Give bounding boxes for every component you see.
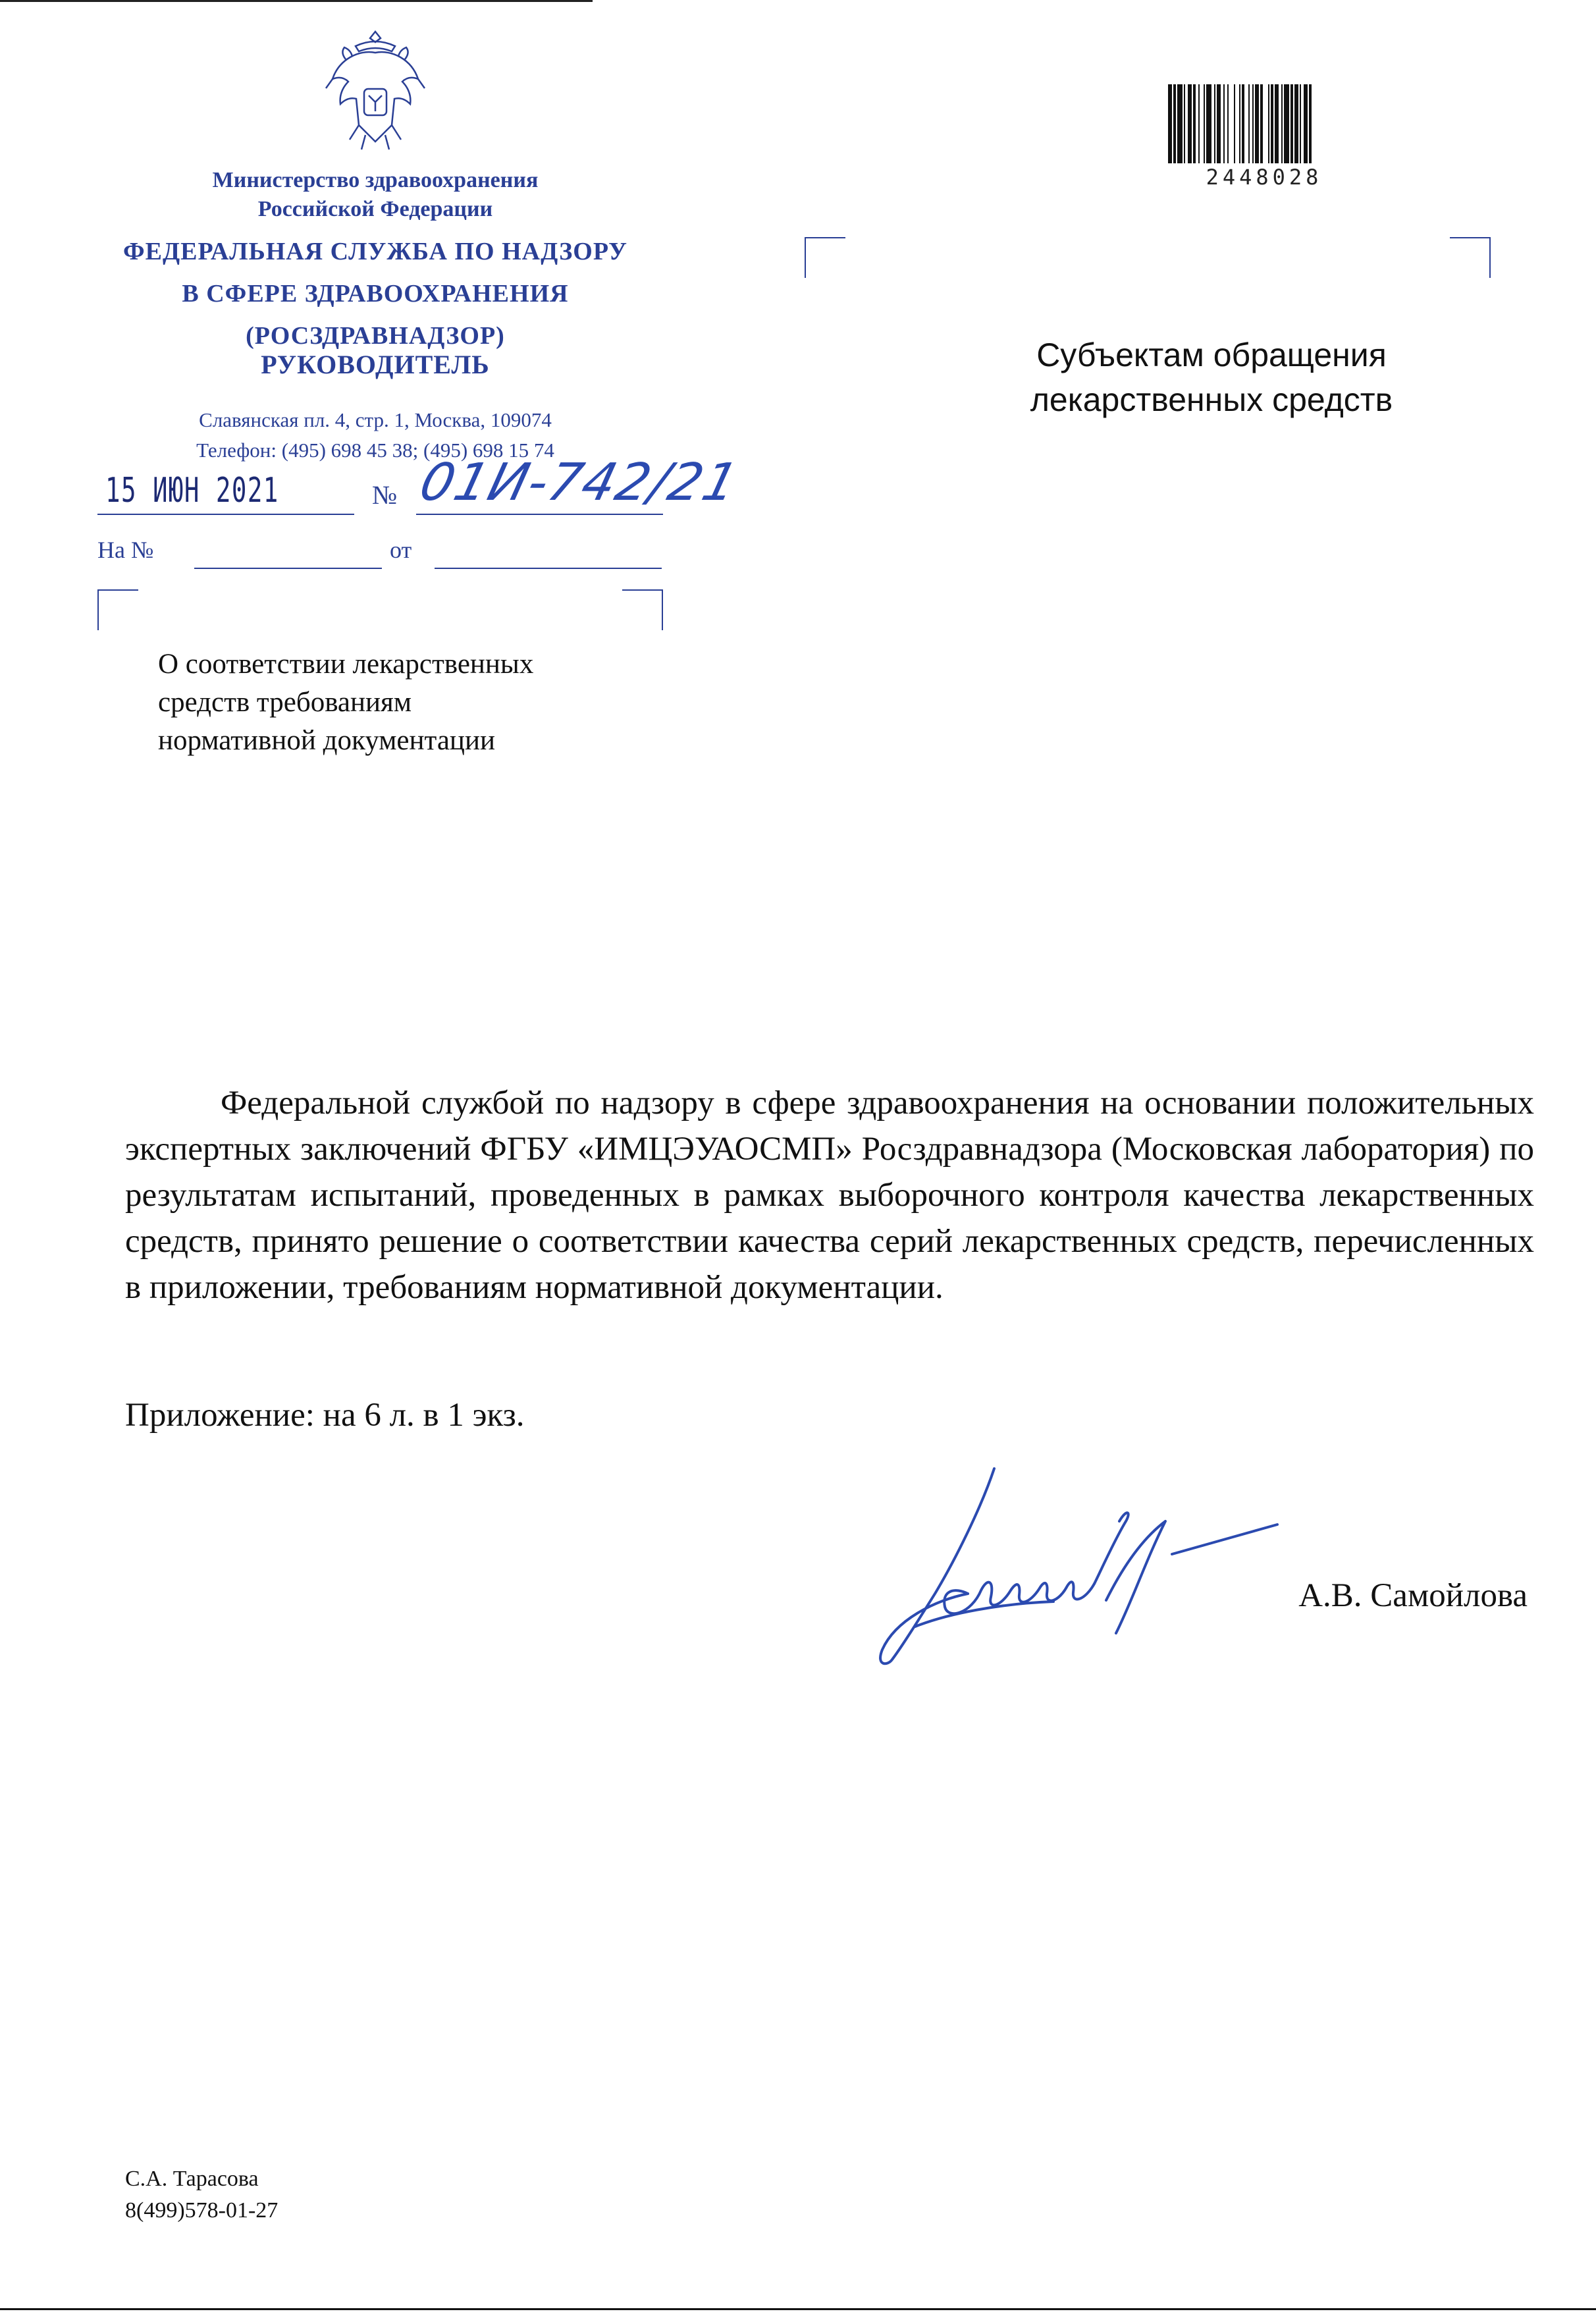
barcode-bar bbox=[1188, 84, 1192, 163]
recipient-corner-right bbox=[1450, 237, 1491, 278]
barcode-bar bbox=[1255, 84, 1259, 163]
reply-label: На № bbox=[97, 537, 154, 563]
scan-top-edge bbox=[0, 0, 593, 2]
barcode-bar bbox=[1309, 84, 1312, 163]
barcode-bar bbox=[1304, 84, 1308, 163]
barcode-bar bbox=[1193, 84, 1196, 163]
from-label: от bbox=[390, 537, 412, 563]
service-line-1: ФЕДЕРАЛЬНАЯ СЛУЖБА ПО НАДЗОРУ bbox=[123, 238, 627, 265]
scan-bottom-edge bbox=[0, 2308, 1596, 2310]
number-sign: № bbox=[372, 480, 398, 510]
barcode-bar bbox=[1184, 84, 1185, 163]
barcode-bar bbox=[1168, 84, 1172, 163]
ministry-line-2: Российской Федерации bbox=[257, 197, 493, 221]
barcode-bar bbox=[1173, 84, 1176, 163]
barcode-bar bbox=[1239, 84, 1240, 163]
number-underline bbox=[416, 514, 663, 515]
barcode-bar bbox=[1290, 84, 1293, 163]
executor-phone: 8(499)578-01-27 bbox=[125, 2198, 279, 2223]
phone: Телефон: (495) 698 45 38; (495) 698 15 74 bbox=[196, 439, 554, 462]
barcode-bar bbox=[1275, 84, 1279, 163]
barcode-bar bbox=[1206, 84, 1211, 163]
barcode-bar bbox=[1204, 84, 1205, 163]
subject-line-3: нормативной документации bbox=[158, 725, 495, 756]
russian-coat-of-arms-icon bbox=[319, 26, 431, 161]
recipient-corner-left bbox=[805, 237, 845, 278]
barcode-bar bbox=[1223, 84, 1225, 163]
barcode-bar bbox=[1281, 84, 1283, 163]
signer-name: А.В. Самойлова bbox=[1298, 1577, 1528, 1614]
subject-line-1: О соответствии лекарственных bbox=[158, 649, 534, 680]
handwritten-signature bbox=[856, 1449, 1304, 1673]
date-underline bbox=[97, 514, 354, 515]
barcode-bar bbox=[1260, 84, 1263, 163]
recipient-line-2: лекарственных средств bbox=[1030, 381, 1393, 418]
recipient bbox=[948, 333, 1475, 422]
barcode-bar bbox=[1294, 84, 1298, 163]
barcode-bar bbox=[1198, 84, 1200, 163]
reply-number-line bbox=[194, 568, 382, 569]
barcode-bar bbox=[1252, 84, 1254, 163]
barcode-bar bbox=[1234, 84, 1235, 163]
recipient-line-1: Субъектам обращения bbox=[1036, 337, 1387, 373]
barcode-bar bbox=[1214, 84, 1215, 163]
barcode-bar bbox=[1300, 84, 1301, 163]
body-paragraph: Федеральной службой по надзору в сфере здравоохранения на основании положительных экспертных заключений ФГБУ «ИМЦЭУАОСМП» Росздравнадзора (Московская лаборатория) по результатам испытаний, проведенных в рамках выборочного контроля качества лекарственных средств, принято решение о соответствии качества серий лекарственных средств, перечисленных в приложении, требованиям нормативной документации. bbox=[125, 1085, 1534, 1306]
attachment-note: Приложение: на 6 л. в 1 экз. bbox=[125, 1397, 525, 1434]
barcode-bar bbox=[1284, 84, 1289, 163]
barcode-number: 2448028 bbox=[1206, 165, 1323, 190]
registration-date: 15 ИЮН 2021 bbox=[105, 471, 279, 510]
service-line-2: В СФЕРЕ ЗДРАВООХРАНЕНИЯ bbox=[182, 280, 569, 308]
barcode-bar bbox=[1227, 84, 1229, 163]
barcode-bar bbox=[1217, 84, 1221, 163]
barcode-bar bbox=[1248, 84, 1250, 163]
barcode-bar bbox=[1268, 84, 1269, 163]
ministry-name bbox=[99, 166, 652, 224]
address: Славянская пл. 4, стр. 1, Москва, 109074 bbox=[199, 408, 552, 431]
subject-corner-left bbox=[97, 589, 138, 630]
service-line-3: (РОСЗДРАВНАДЗОР) bbox=[246, 322, 505, 350]
executor-name: С.А. Тарасова bbox=[125, 2167, 259, 2191]
position-title: РУКОВОДИТЕЛЬ bbox=[261, 350, 490, 379]
registration-number: 01И-742/21 bbox=[413, 453, 745, 512]
barcode-icon bbox=[1165, 84, 1363, 163]
executor-block bbox=[125, 2163, 278, 2227]
from-date-line bbox=[435, 568, 662, 569]
subject bbox=[158, 645, 685, 760]
ministry-line-1: Министерство здравоохранения bbox=[212, 168, 539, 192]
subject-line-2: средств требованиям bbox=[158, 687, 412, 718]
barcode-bar bbox=[1242, 84, 1244, 163]
barcode-bar bbox=[1177, 84, 1183, 163]
barcode-bar bbox=[1271, 84, 1273, 163]
service-name bbox=[66, 230, 685, 357]
subject-corner-right bbox=[622, 589, 663, 630]
